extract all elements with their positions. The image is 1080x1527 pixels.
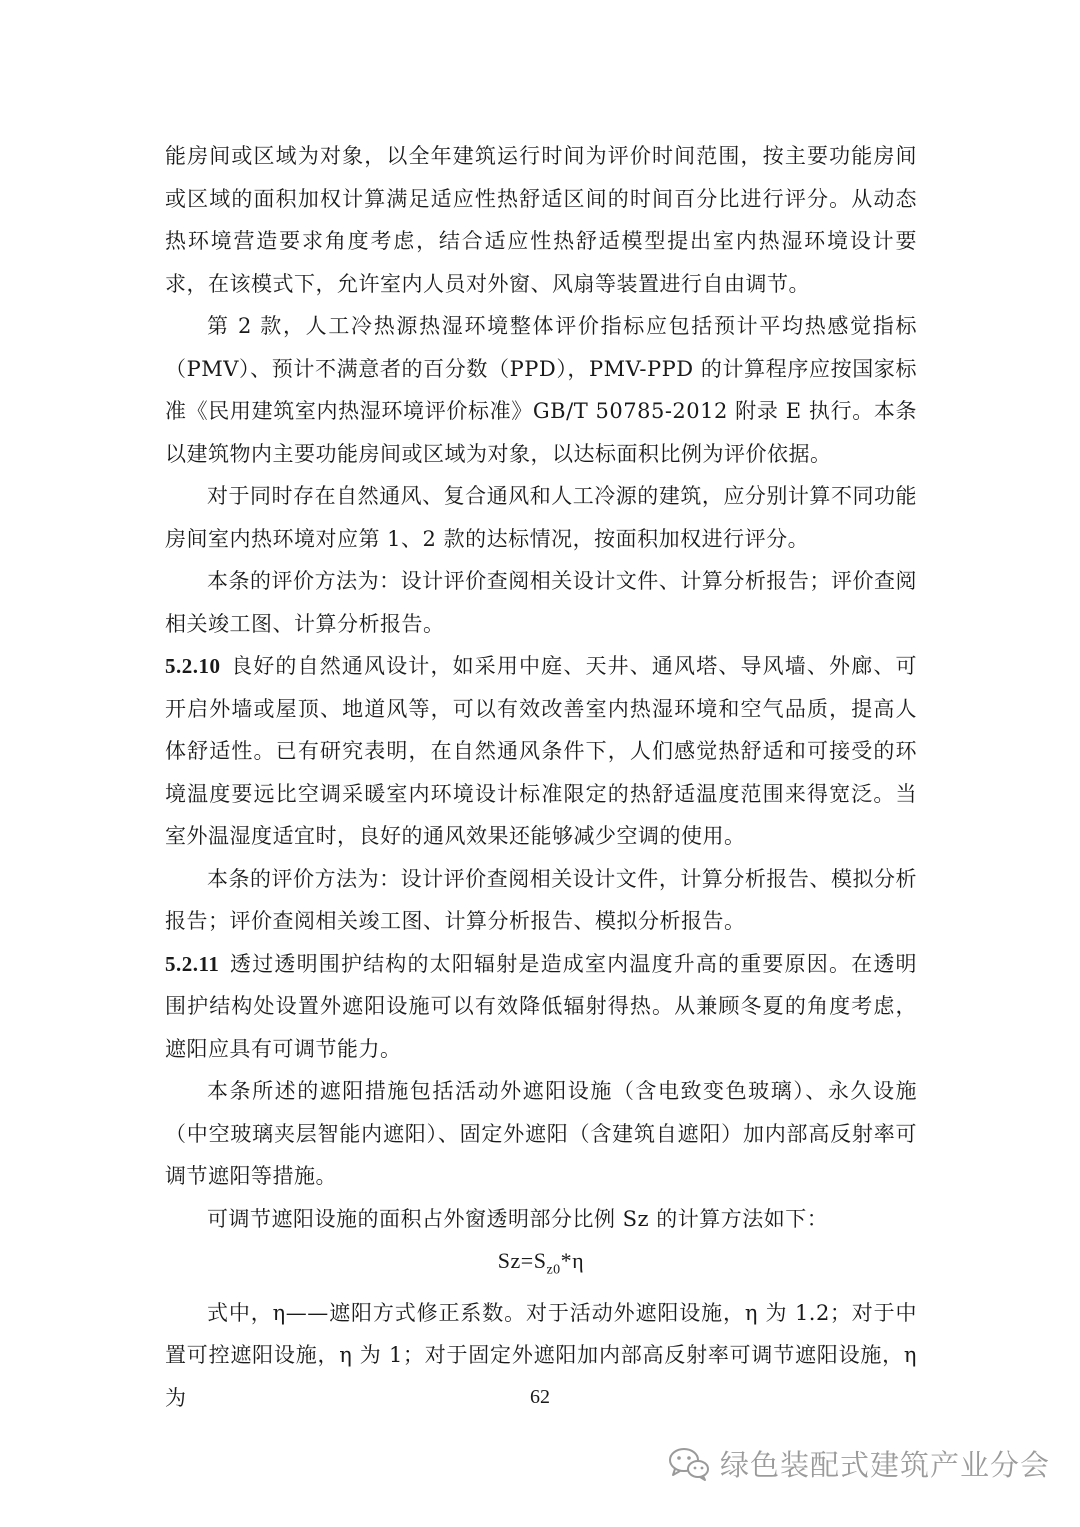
clause-5-2-11 xyxy=(165,943,917,1071)
paragraph: 式中，η——遮阳方式修正系数。对于活动外遮阳设施，η 为 1.2；对于中置可控遮阳设施，η 为 1；对于固定外遮阳加内部高反射率可调节遮阳设施，η 为 xyxy=(165,1300,917,1410)
watermark-text: 绿色装配式建筑产业分会 xyxy=(719,1448,1050,1482)
clause-text: 透过透明围护结构的太阳辐射是造成室内温度升高的重要原因。在透明围护结构处设置外遮阳设施可以有效降低辐射得热。从兼顾冬夏的角度考虑，遮阳应具有可调节能力。 xyxy=(165,951,917,1061)
paragraph: 对于同时存在自然通风、复合通风和人工冷源的建筑，应分别计算不同功能房间室内热环境对应第 1、2 款的达标情况，按面积加权进行评分。 xyxy=(165,484,917,551)
page-number: 62 xyxy=(530,1386,550,1408)
formula xyxy=(165,1240,917,1292)
clause-number: 5.2.10 xyxy=(165,654,221,678)
paragraph: 能房间或区域为对象，以全年建筑运行时间为评价时间范围，按主要功能房间或区域的面积加权计算满足适应性热舒适区间的时间百分比进行评分。从动态热环境营造要求角度考虑，结合适应性热舒适模型提出室内热湿环境设计要求，在该模式下，允许室内人员对外窗、风扇等装置进行自由调节。 xyxy=(165,144,917,296)
clause-text: 良好的自然通风设计，如采用中庭、天井、通风塔、导风墙、外廊、可开启外墙或屋顶、地道风等，可以有效改善室内热湿环境和空气品质，提高人体舒适性。已有研究表明，在自然通风条件下，人们感觉热舒适和可接受的环境温度要远比空调采暖室内环境设计标准限定的热舒适温度范围来得宽泛。当室外温湿度适宜时，良好的通风效果还能够减少空调的使用。 xyxy=(165,654,917,848)
formula-subscript: z0 xyxy=(546,1262,561,1278)
clause-number: 5.2.11 xyxy=(165,951,220,976)
wechat-icon xyxy=(668,1446,710,1482)
paragraph: 第 2 款，人工冷热源热湿环境整体评价指标应包括预计平均热感觉指标（PMV）、预计不满意者的百分数（PPD），PMV-PPD 的计算程序应按国家标准《民用建筑室内热湿环境评价标准》GB/T 50785-2012 附录 E 执行。本条以建筑物内主要功能房间或区域为对象，以达标面积比例为评价依据。 xyxy=(165,314,917,466)
paragraph: 本条的评价方法为：设计评价查阅相关设计文件，计算分析报告、模拟分析报告；评价查阅相关竣工图、计算分析报告、模拟分析报告。 xyxy=(165,866,917,933)
paragraph: 可调节遮阳设施的面积占外窗透明部分比例 Sz 的计算方法如下： xyxy=(207,1206,829,1231)
paragraph: 本条所述的遮阳措施包括活动外遮阳设施（含电致变色玻璃）、永久设施（中空玻璃夹层智能内遮阳）、固定外遮阳（含建筑自遮阳）加内部高反射率可调节遮阳等措施。 xyxy=(165,1079,917,1188)
formula-right: *η xyxy=(560,1248,585,1273)
paragraph: 本条的评价方法为：设计评价查阅相关设计文件、计算分析报告；评价查阅相关竣工图、计算分析报告。 xyxy=(165,569,917,636)
clause-5-2-10 xyxy=(165,645,917,858)
formula-left: Sz=S xyxy=(497,1248,547,1273)
body-text xyxy=(165,135,917,1419)
watermark xyxy=(668,1443,1050,1484)
